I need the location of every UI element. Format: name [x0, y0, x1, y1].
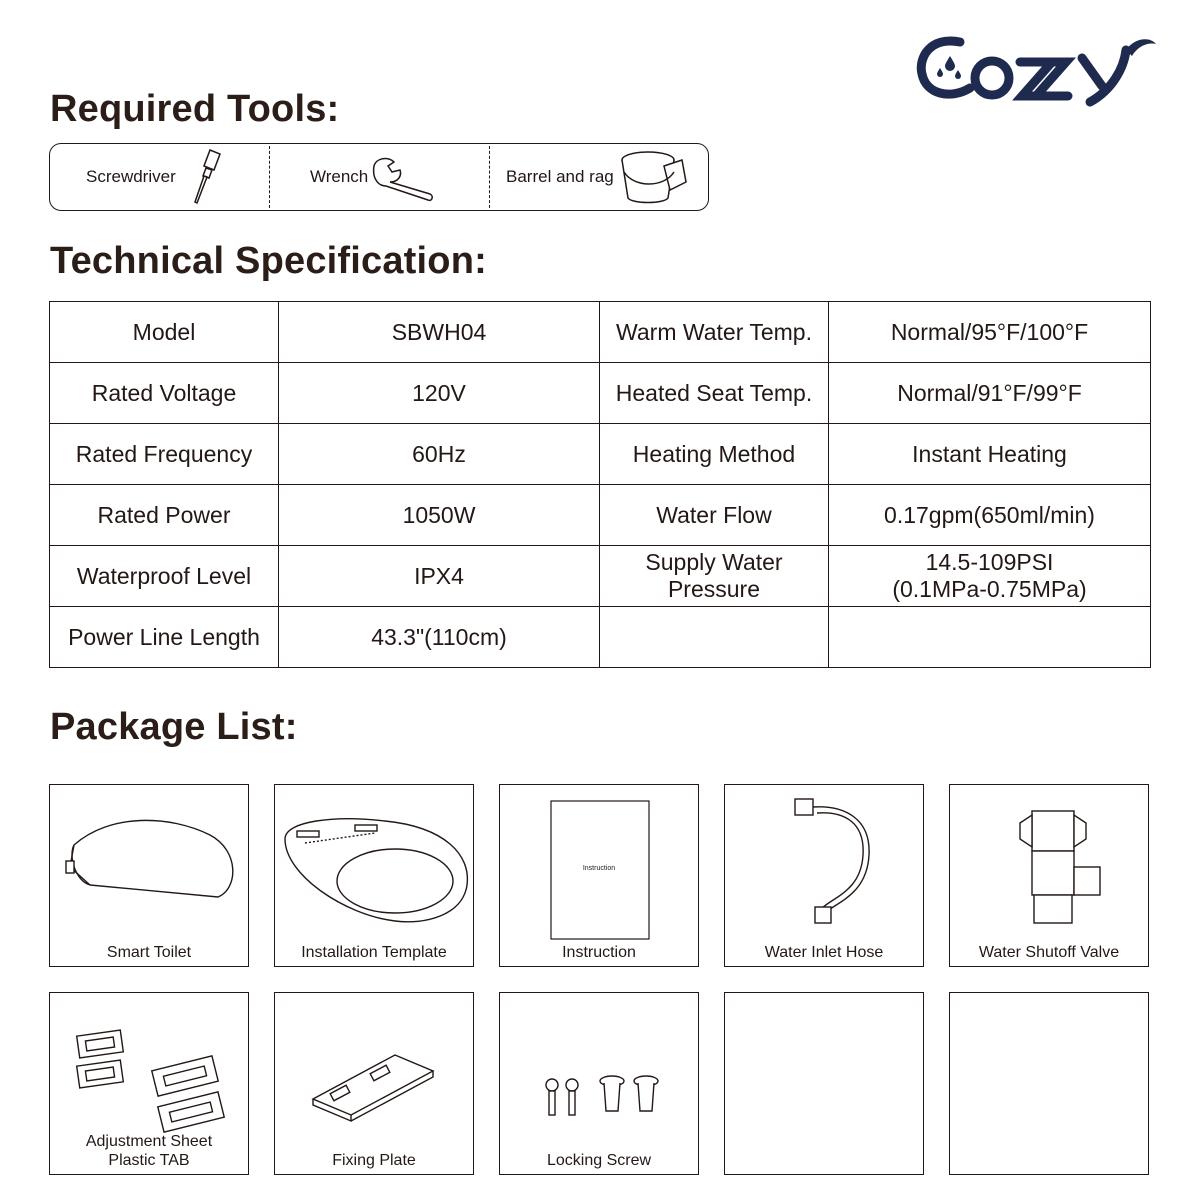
- spec-value: 14.5-109PSI (0.1MPa-0.75MPa): [829, 546, 1151, 607]
- spec-table: [49, 301, 1151, 668]
- manual-cover-text: Instruction: [582, 865, 616, 872]
- package-item-empty: [724, 992, 924, 1175]
- screwdriver-icon: [180, 146, 236, 208]
- package-item-label: Adjustment Sheet Plastic TAB: [85, 1133, 213, 1169]
- spec-label: Power Line Length: [50, 607, 279, 668]
- tech-spec-title: Technical Specification:: [50, 240, 487, 282]
- spec-label: Rated Voltage: [50, 363, 279, 424]
- cozy-logo: [912, 28, 1160, 110]
- template-icon: [275, 785, 475, 945]
- spec-value: 60Hz: [279, 424, 600, 485]
- valve-icon: [950, 785, 1150, 945]
- required-tools-box: [49, 143, 709, 211]
- package-item-label: Instruction: [562, 944, 636, 961]
- tool-barrel: [506, 144, 690, 210]
- spec-value: [829, 607, 1151, 668]
- fixing-plate-icon: [275, 993, 475, 1153]
- table-row: [50, 607, 1151, 668]
- screws-icon: [500, 993, 700, 1153]
- tool-label: Barrel and rag: [506, 167, 614, 186]
- spec-label: Rated Frequency: [50, 424, 279, 485]
- tool-label: Wrench: [310, 167, 369, 186]
- package-item-label: Fixing Plate: [332, 1152, 416, 1169]
- toilet-seat-icon: [50, 785, 250, 945]
- spec-value: SBWH04: [279, 302, 600, 363]
- package-item-label: Water Inlet Hose: [764, 944, 884, 961]
- spec-label: Rated Power: [50, 485, 279, 546]
- package-item-label: Smart Toilet: [106, 944, 192, 961]
- package-item: [274, 784, 474, 967]
- wrench-icon: [370, 152, 450, 202]
- package-item: [49, 992, 249, 1175]
- spec-label: Heating Method: [600, 424, 829, 485]
- bucket-icon: [618, 146, 690, 208]
- package-item-label: Water Shutoff Valve: [978, 944, 1120, 961]
- package-item: [274, 992, 474, 1175]
- package-item: [499, 992, 699, 1175]
- spec-label: Water Flow: [600, 485, 829, 546]
- spec-value: IPX4: [279, 546, 600, 607]
- hose-icon: [725, 785, 925, 945]
- tool-divider: [489, 146, 490, 208]
- spec-label: Warm Water Temp.: [600, 302, 829, 363]
- required-tools-title: Required Tools:: [50, 88, 340, 130]
- table-row: [50, 424, 1151, 485]
- tool-screwdriver: [86, 144, 236, 210]
- package-item: [499, 784, 699, 967]
- package-item: [724, 784, 924, 967]
- package-item-label: Locking Screw: [546, 1152, 652, 1169]
- table-row: [50, 546, 1151, 607]
- package-item-empty: [949, 992, 1149, 1175]
- spec-value: 1050W: [279, 485, 600, 546]
- spec-label: Model: [50, 302, 279, 363]
- spec-value: Normal/91°F/99°F: [829, 363, 1151, 424]
- spec-label: Heated Seat Temp.: [600, 363, 829, 424]
- table-row: [50, 485, 1151, 546]
- spec-label: Waterproof Level: [50, 546, 279, 607]
- table-row: [50, 363, 1151, 424]
- package-item: [49, 784, 249, 967]
- spec-label: [600, 607, 829, 668]
- package-item-label: Installation Template: [301, 944, 447, 961]
- package-list-title: Package List:: [50, 706, 298, 748]
- spec-label: Supply Water Pressure: [600, 546, 829, 607]
- tool-label: Screwdriver: [86, 167, 176, 186]
- spec-value: 43.3"(110cm): [279, 607, 600, 668]
- tool-wrench: [310, 144, 450, 210]
- spec-value: Normal/95°F/100°F: [829, 302, 1151, 363]
- tool-divider: [269, 146, 270, 208]
- table-row: [50, 302, 1151, 363]
- package-item: [949, 784, 1149, 967]
- spec-value: 120V: [279, 363, 600, 424]
- spec-value: 0.17gpm(650ml/min): [829, 485, 1151, 546]
- adjustment-sheet-icon: [50, 993, 250, 1141]
- spec-value: Instant Heating: [829, 424, 1151, 485]
